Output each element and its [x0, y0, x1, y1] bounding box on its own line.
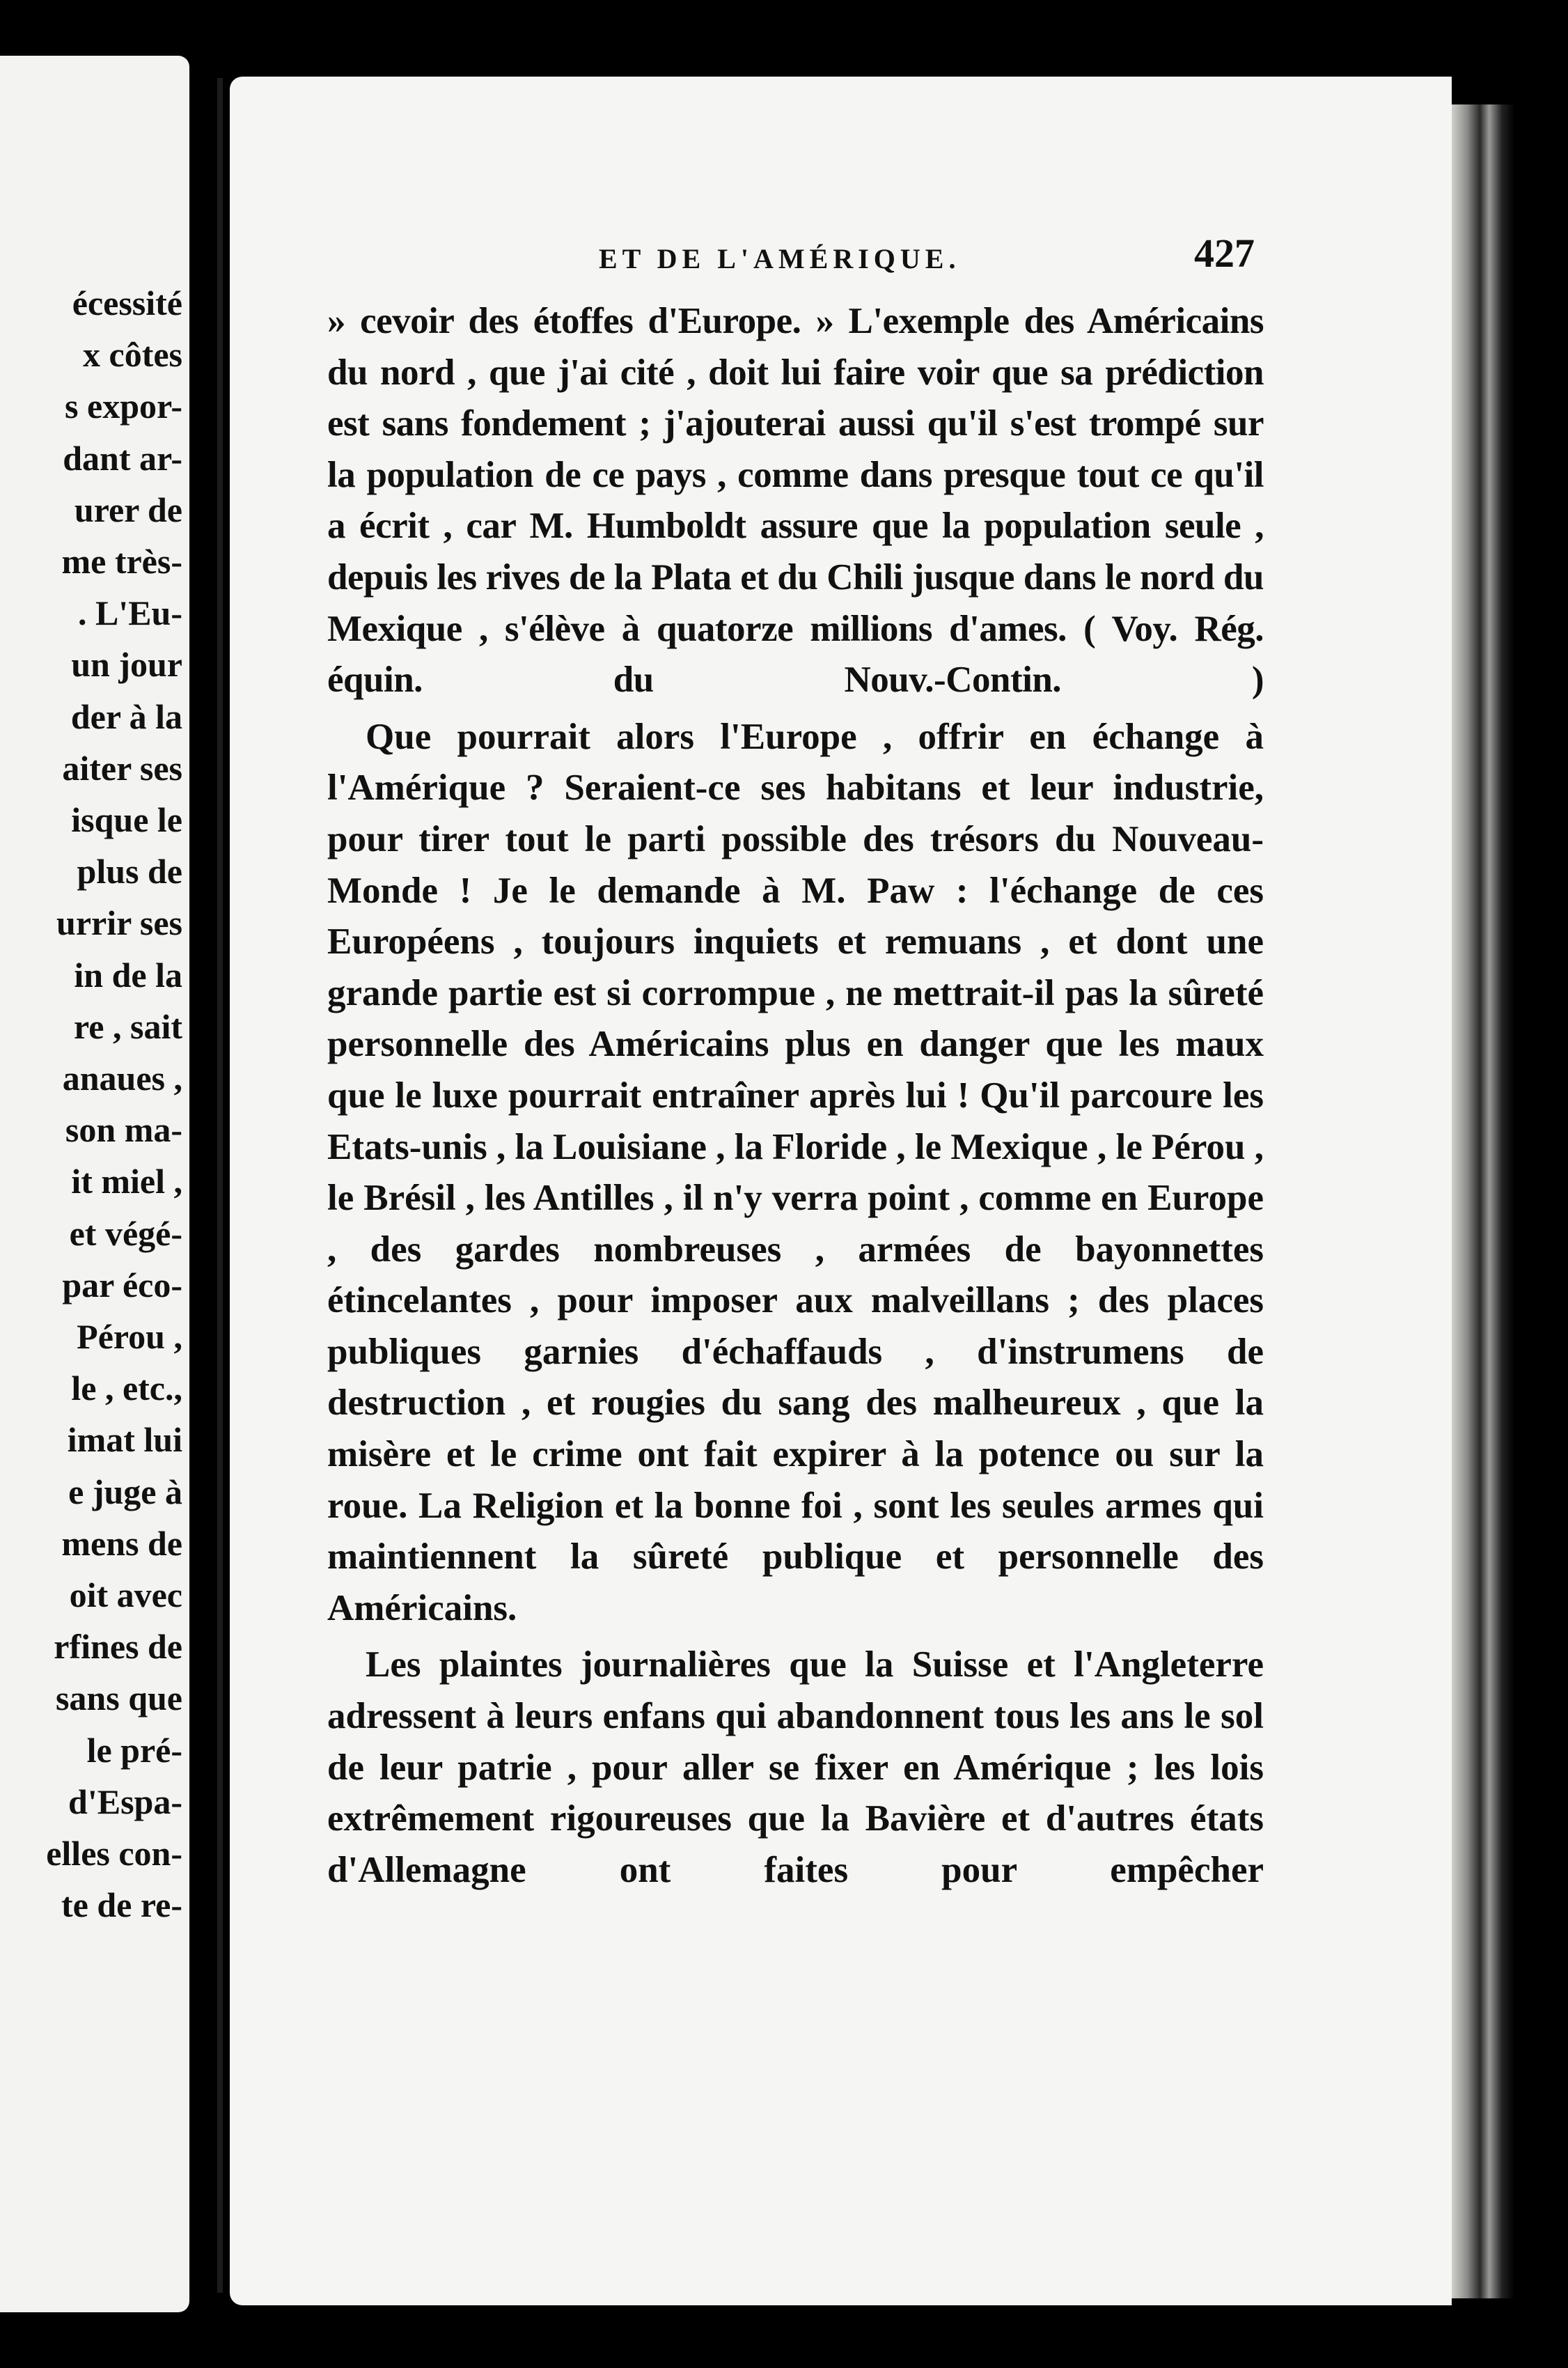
left-fragment-line: urer de [74, 490, 182, 529]
left-fragment-line: le pré- [86, 1730, 182, 1770]
left-fragment-line: isque le [71, 800, 182, 840]
book-gutter [217, 78, 223, 2293]
left-fragment-line: d'Espa- [68, 1782, 182, 1821]
page-number: 427 [1194, 231, 1255, 276]
left-fragment-line: x côtes [83, 335, 182, 375]
left-fragment-line: e juge à [68, 1472, 182, 1511]
left-fragment-line: Pérou , [77, 1317, 182, 1357]
left-fragment-line: dant ar- [63, 438, 182, 478]
running-head: ET DE L'AMÉRIQUE. [599, 243, 961, 274]
body-text [327, 296, 1264, 1896]
left-fragment-line: re , sait [74, 1006, 182, 1046]
left-fragment-line: écessité [72, 283, 182, 322]
left-page [0, 56, 189, 2312]
left-fragment-line: aiter ses [62, 748, 182, 788]
left-fragment-line: rfines de [54, 1627, 182, 1667]
left-fragment-line: in de la [74, 955, 182, 995]
left-page-text-fragments [46, 277, 182, 1931]
left-fragment-line: urrir ses [56, 903, 182, 943]
left-fragment-line: sans que [55, 1678, 182, 1718]
left-fragment-line: s expor- [65, 387, 182, 426]
left-fragment-line: un jour [71, 645, 182, 685]
left-fragment-line: elles con- [46, 1834, 182, 1874]
left-fragment-line: . L'Eu- [77, 593, 182, 633]
paragraph: Que pourrait alors l'Europe , offrir en échange à l'Amérique ? Seraient-ce ses habitans et leur industrie, pour tirer tout le parti possible des trésors du Nouveau-Monde ! Je le demande à M. Paw : l'échange de ces Européens , toujours inquiets et remuans , et dont une grande partie est si corrompue , ne mettrait-il pas la sûreté personnelle des Américains plus en danger que les maux que le luxe pourrait entraîner après lui ! Qu'il parcoure les Etats-unis , la Louisiane , la Floride , le Mexique , le Pérou , le Brésil , les Antilles , il n'y verra point , comme en Europe , des gardes nombreuses , armées de bayonnettes étincelantes , pour imposer aux malveillans ; des places publiques garnies d'échaffauds , d'instrumens de destruction , et rougies du sang des malheureux , que la misère et le crime ont fait expirer à la potence ou sur la roue. La Religion et la bonne foi , sont les seules armes qui maintiennent la sûreté publique et personnelle des Américains. [327, 716, 1264, 1628]
left-fragment-line: et végé- [69, 1213, 182, 1253]
left-fragment-line: son ma- [65, 1110, 182, 1150]
left-fragment-line: le , etc., [71, 1369, 182, 1408]
left-fragment-line: me très- [61, 542, 182, 582]
left-fragment-line: mens de [61, 1523, 182, 1563]
left-fragment-line: anaues , [62, 1059, 182, 1098]
left-fragment-line: der à la [70, 696, 182, 736]
left-fragment-line: par éco- [62, 1265, 182, 1304]
left-fragment-line: plus de [77, 852, 182, 891]
paragraph: Les plaintes journalières que la Suisse et l'Angleterre adressent à leurs enfans qui abandonnent tous les ans le sol de leur patrie , pour aller se fixer en Amérique ; les lois extrêmement rigoureuses que la Bavière et d'autres états d'Allemagne ont faites pour empêcher [327, 1644, 1264, 1890]
page-edge-shadow [1452, 104, 1514, 2298]
left-fragment-line: imat lui [67, 1420, 182, 1460]
left-fragment-line: oit avec [69, 1575, 182, 1615]
left-fragment-line: te de re- [61, 1885, 182, 1925]
paragraph-continued: » cevoir des étoffes d'Europe. » L'exemple des Américains du nord , que j'ai cité , doit lui faire voir que sa prédiction est sans fondement ; j'ajouterai aussi qu'il s'est trompé sur la population de ce pays , comme dans presque tout ce qu'il a écrit , car M. Humboldt assure que la population seule , depuis les rives de la Plata et du Chili jusque dans le nord du Mexique , s'élève à quatorze millions d'ames. ( Voy. Rég. équin. du Nouv.-Contin. ) [327, 301, 1264, 701]
left-fragment-line: it miel , [71, 1162, 182, 1201]
